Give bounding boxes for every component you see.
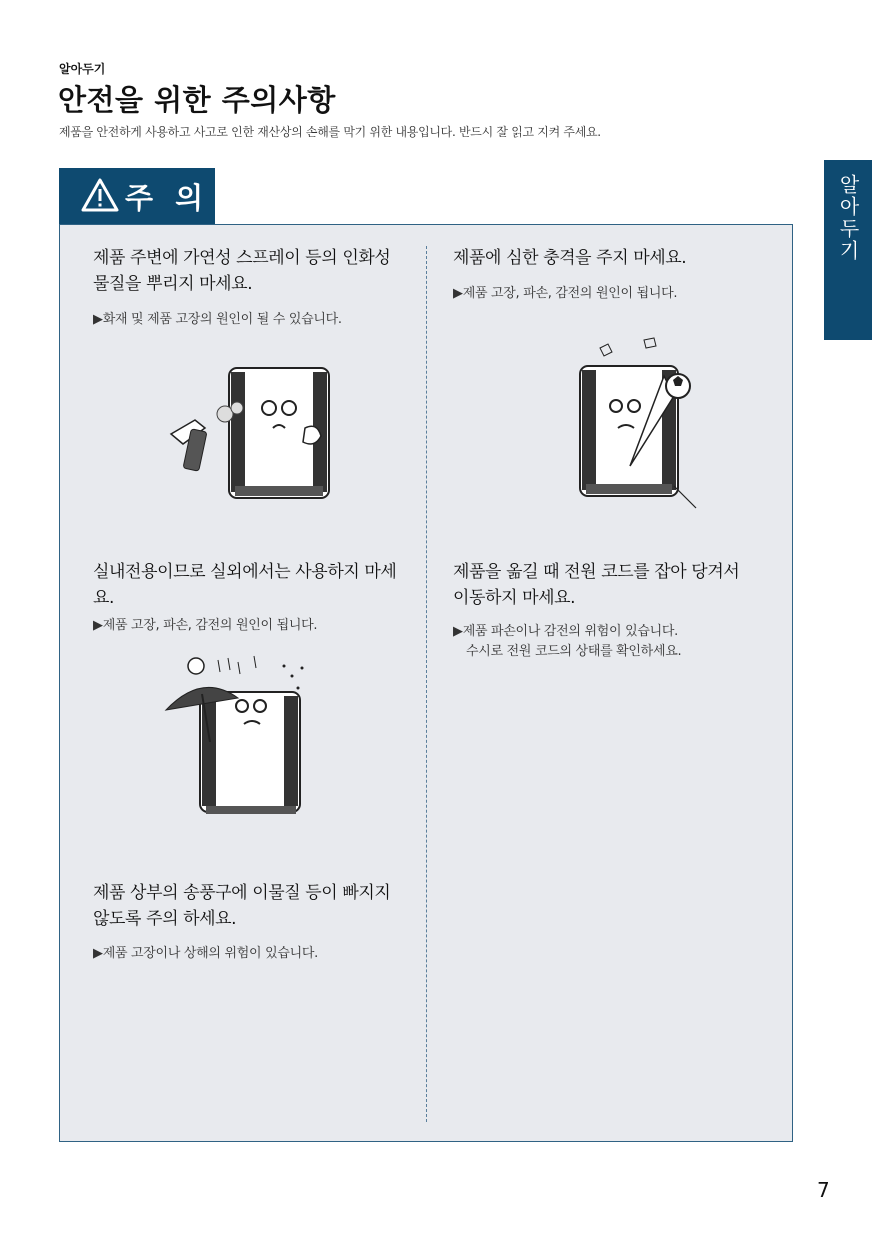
- item-title-line: 제품을 옮길 때 전원 코드를 잡아 당겨서: [453, 562, 740, 582]
- item-note-line: ▶제품 파손이나 감전의 위험이 있습니다.: [453, 624, 678, 639]
- page-subtitle: 제품을 안전하게 사용하고 사고로 인한 재산상의 손해를 막기 위한 내용입니다. 반드시 잘 읽고 지켜 주세요.: [59, 125, 601, 139]
- item-title: [93, 245, 390, 297]
- column-divider: [426, 246, 427, 1122]
- item-title-line: 물질을 뿌리지 마세요.: [93, 274, 253, 294]
- item-note: [93, 944, 318, 964]
- item-note: [453, 284, 677, 304]
- item-title-line: 제품 상부의 송풍구에 이물질 등이 빠지지: [93, 883, 391, 903]
- item-title-line: 요.: [93, 588, 115, 608]
- item-title: [453, 559, 739, 611]
- item-title-line: 실내전용이므로 실외에서는 사용하지 마세: [93, 562, 397, 582]
- item-title: [93, 559, 396, 611]
- item-note-line: 수시로 전원 코드의 상태를 확인하세요.: [466, 644, 682, 659]
- item-note-line: ▶제품 고장, 파손, 감전의 원인이 됩니다.: [93, 618, 318, 633]
- section-label: 알아두기: [59, 62, 106, 76]
- item-title-line: 제품에 심한 충격을 주지 마세요.: [453, 248, 687, 268]
- item-note: [93, 616, 317, 636]
- item-title-line: 제품 주변에 가연성 스프레이 등의 인화성: [93, 248, 391, 268]
- side-tab-label: 알아두기: [836, 174, 860, 262]
- impact-illustration: [578, 336, 702, 512]
- item-title-line: 않도록 주의 하세요.: [93, 909, 237, 929]
- item-title-line: 이동하지 마세요.: [453, 588, 576, 608]
- item-title: [93, 880, 390, 932]
- warning-triangle-icon: [81, 178, 119, 212]
- caution-header: [59, 168, 215, 224]
- item-note: [93, 310, 342, 330]
- spray-illustration: [165, 362, 337, 502]
- caution-label: 주 의: [125, 181, 210, 215]
- page-title: 안전을 위한 주의사항: [58, 83, 336, 117]
- item-note: [453, 622, 681, 662]
- outdoor-illustration: [162, 652, 322, 820]
- side-tab[interactable]: [824, 160, 872, 340]
- item-title: [453, 245, 686, 271]
- item-note-line: ▶제품 고장이나 상해의 위험이 있습니다.: [93, 946, 318, 961]
- item-note-line: ▶화재 및 제품 고장의 원인이 될 수 있습니다.: [93, 312, 342, 327]
- item-note-line: ▶제품 고장, 파손, 감전의 원인이 됩니다.: [453, 286, 678, 301]
- page-number: 7: [817, 1178, 830, 1202]
